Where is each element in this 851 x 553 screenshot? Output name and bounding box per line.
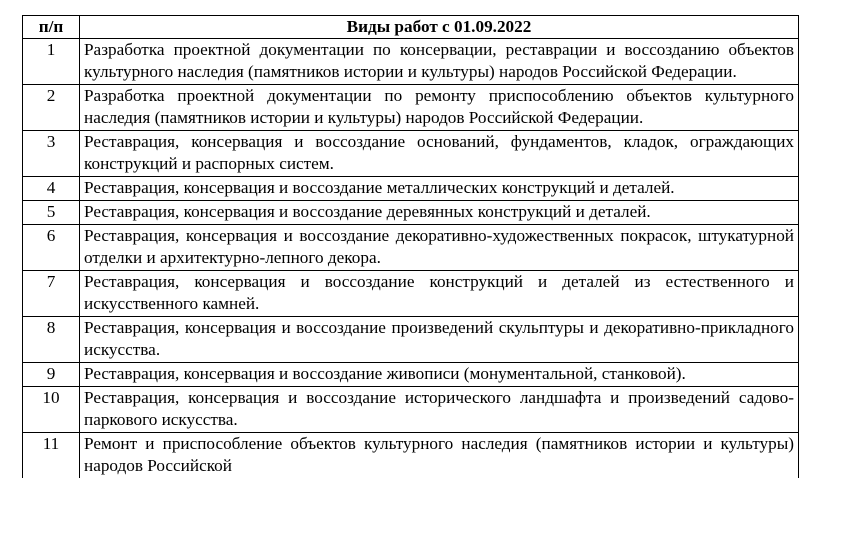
page-bottom-edge bbox=[0, 536, 851, 553]
row-text: Ремонт и приспособление объектов культурного наследия (памятников истории и культуры) народов Российской bbox=[80, 433, 799, 479]
row-number: 6 bbox=[23, 225, 80, 271]
table-row bbox=[23, 387, 799, 433]
row-text: Реставрация, консервация и воссоздание живописи (монументальной, станковой). bbox=[80, 363, 799, 387]
row-text: Реставрация, консервация и воссоздание деревянных конструкций и деталей. bbox=[80, 201, 799, 225]
table-row bbox=[23, 225, 799, 271]
row-number: 2 bbox=[23, 85, 80, 131]
row-text: Реставрация, консервация и воссоздание произведений скульптуры и декоративно-прикладного искусства. bbox=[80, 317, 799, 363]
table-row bbox=[23, 433, 799, 479]
row-text: Реставрация, консервация и воссоздание декоративно-художественных покрасок, штукатурной отделки и архитектурно-лепного декора. bbox=[80, 225, 799, 271]
table-row bbox=[23, 39, 799, 85]
row-text: Разработка проектной документации по консервации, реставрации и воссозданию объектов культурного наследия (памятников истории и культуры) народов Российской Федерации. bbox=[80, 39, 799, 85]
table-row bbox=[23, 177, 799, 201]
row-text: Реставрация, консервация и воссоздание конструкций и деталей из естественного и искусственного камней. bbox=[80, 271, 799, 317]
row-text: Реставрация, консервация и воссоздание оснований, фундаментов, кладок, ограждающих конструкций и распорных систем. bbox=[80, 131, 799, 177]
row-text: Реставрация, консервация и воссоздание металлических конструкций и деталей. bbox=[80, 177, 799, 201]
row-text: Разработка проектной документации по ремонту приспособлению объектов культурного наследия (памятников истории и культуры) народов Российской Федерации. bbox=[80, 85, 799, 131]
row-number: 8 bbox=[23, 317, 80, 363]
row-number: 7 bbox=[23, 271, 80, 317]
table-row bbox=[23, 363, 799, 387]
row-number: 9 bbox=[23, 363, 80, 387]
row-number: 3 bbox=[23, 131, 80, 177]
header-number: п/п bbox=[23, 16, 80, 39]
row-number: 5 bbox=[23, 201, 80, 225]
row-number: 10 bbox=[23, 387, 80, 433]
header-work-types: Виды работ с 01.09.2022 bbox=[80, 16, 799, 39]
row-number: 1 bbox=[23, 39, 80, 85]
work-types-table-container bbox=[22, 15, 798, 478]
table-row bbox=[23, 317, 799, 363]
row-text: Реставрация, консервация и воссоздание исторического ландшафта и произведений садово-паркового искусства. bbox=[80, 387, 799, 433]
table-row bbox=[23, 85, 799, 131]
table-row bbox=[23, 131, 799, 177]
table-row bbox=[23, 271, 799, 317]
work-types-table bbox=[22, 15, 799, 478]
row-number: 4 bbox=[23, 177, 80, 201]
row-number: 11 bbox=[23, 433, 80, 479]
table-header-row bbox=[23, 16, 799, 39]
table-row bbox=[23, 201, 799, 225]
